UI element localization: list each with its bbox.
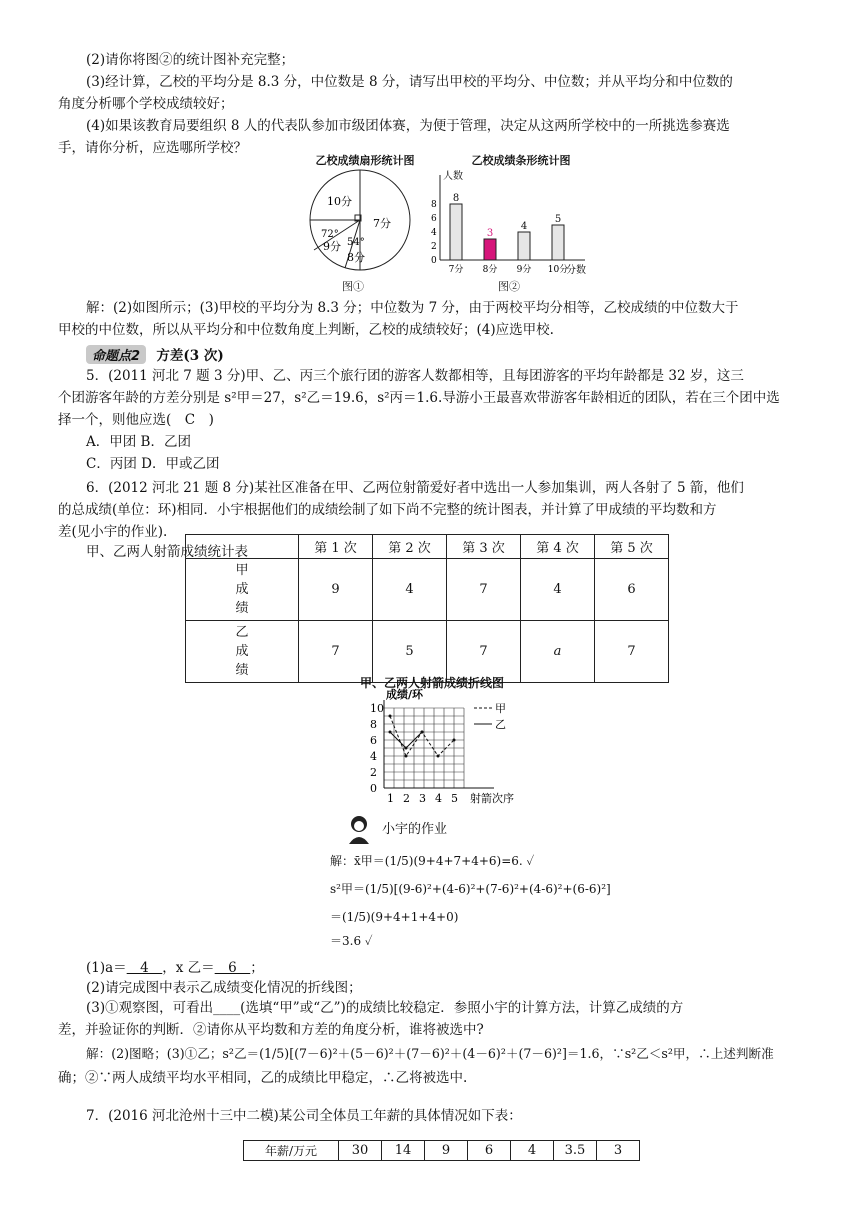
series-jia-point — [405, 755, 408, 758]
table-cell: 4 — [521, 559, 595, 621]
table-cell: 6 — [468, 1141, 511, 1161]
table-cell: 3.5 — [554, 1141, 597, 1161]
section-header — [86, 344, 224, 364]
homework-line-1: 解：x̄甲＝(1/5)(9+4+7+4+6)=6. ✓ — [330, 854, 535, 868]
table-cell: 9 — [299, 559, 373, 621]
table-header-cell: 第 5 次 — [595, 535, 669, 559]
legend-yi: 乙 — [495, 718, 506, 731]
q6-line-2: 的总成绩(单位：环)相同．小宇根据他们的成绩绘制了如下尚不完整的统计图表，并计算了甲成绩的平均数和方 — [58, 502, 717, 518]
q6-part-3a: (3)①观察图，可看出____(选填“甲”或“乙”)的成绩比较稳定．参照小宇的计算方法，计算乙成绩的方 — [86, 1000, 684, 1016]
table-cell: 3 — [597, 1141, 640, 1161]
series-jia-point — [453, 739, 456, 742]
table-header-row — [186, 535, 669, 559]
table-header-cell: 第 2 次 — [373, 535, 447, 559]
line-x-tick: 5 — [451, 792, 458, 805]
line-x-tick: 2 — [403, 792, 410, 805]
bar-value-label: 5 — [554, 214, 562, 225]
bar-category-label: 9分 — [516, 265, 532, 275]
salary-table — [243, 1140, 640, 1161]
bar-x-label: 分数 — [566, 265, 586, 276]
pie-caption: 图① — [342, 280, 364, 293]
score-table — [185, 534, 669, 683]
bar-y-tick: 0 — [431, 256, 437, 266]
table-row — [186, 559, 669, 621]
homework-line-3: ＝(1/5)(9+4+1+4+0) — [330, 910, 459, 924]
table-cell: 5 — [373, 621, 447, 683]
bar-0 — [450, 204, 462, 260]
q6-line-1: 6．(2012 河北 21 题 8 分)某社区准备在甲、乙两位射箭爱好者中选出一人参加集训，两人各射了 5 箭，他们 — [86, 480, 744, 496]
pie-label-7: 7分 — [373, 217, 391, 230]
line-y-label: 成绩/环 — [386, 688, 424, 701]
q5-line-1: 5．(2011 河北 7 题 3 分)甲、乙、丙三个旅行团的游客人数都相等，且每团游客的平均年龄都是 32 岁，这三 — [86, 368, 744, 384]
table-cell: 14 — [382, 1141, 425, 1161]
q5-option-1: A．甲团 B．乙团 — [86, 434, 191, 450]
student-avatar-icon — [346, 814, 372, 844]
line-y-tick: 2 — [370, 766, 377, 779]
table-cell: 7 — [447, 559, 521, 621]
line-x-tick: 3 — [419, 792, 426, 805]
q4-line-2: (3)经计算，乙校的平均分是 8.3 分，中位数是 8 分，请写出甲校的平均分、中位数；并从平均分和中位数的 — [86, 74, 733, 90]
q5-option-2: C．丙团 D．甲或乙团 — [86, 456, 220, 472]
line-chart — [360, 688, 550, 808]
pie-label-8: 8分 — [347, 251, 365, 264]
table-header-cell: 第 1 次 — [299, 535, 373, 559]
series-jia-point — [437, 755, 440, 758]
line-y-tick: 10 — [370, 702, 384, 715]
homework-line-4: ＝3.6 ✓ — [330, 934, 373, 948]
bar-chart — [420, 165, 600, 277]
row-label-jia: 甲 成 绩 — [186, 559, 299, 621]
pie-label-72: 72° — [321, 229, 339, 240]
bar-category-label: 8分 — [482, 265, 498, 275]
line-x-label: 射箭次序 — [470, 792, 514, 805]
line-y-tick: 8 — [370, 718, 377, 731]
bar-y-tick: 4 — [431, 228, 437, 238]
q4-answer-1: 解：(2)如图所示；(3)甲校的平均分为 8.3 分；中位数为 7 分，由于两校平均分相等，乙校成绩的中位数大于 — [86, 300, 739, 316]
bar-3 — [552, 225, 564, 260]
legend-jia: 甲 — [495, 702, 506, 715]
line-chart-title: 甲、乙两人射箭成绩折线图 — [360, 676, 505, 690]
bar-category-label: 10分 — [547, 265, 569, 275]
table-cell: a — [521, 621, 595, 683]
table-header-cell: 第 3 次 — [447, 535, 521, 559]
section-title: 方差(3 次) — [156, 348, 224, 364]
pie-label-54: 54° — [347, 237, 365, 248]
table-cell: 6 — [595, 559, 669, 621]
section-badge: 命题点2 — [86, 345, 146, 364]
bar-title: 乙校成绩条形统计图 — [471, 154, 571, 167]
q6-answer-1: 解：(2)图略；(3)①乙；s²乙＝(1/5)[(7－6)²＋(5－6)²＋(7－6)²＋(4－6)²＋(7－6)²]＝1.6，∵s²乙＜s²甲，∴上述判断准 — [86, 1046, 774, 1061]
table-row — [244, 1141, 640, 1161]
bar-value-label: 3 — [486, 228, 494, 239]
q4-line-1: (2)请你将图②的统计图补充完整； — [86, 52, 295, 68]
q7-line-1: 7．(2016 河北沧州十三中二模)某公司全体员工年薪的具体情况如下表： — [86, 1108, 522, 1124]
q4-line-3: 角度分析哪个学校成绩较好； — [58, 96, 234, 112]
pie-title: 乙校成绩扇形统计图 — [315, 154, 415, 167]
series-yi-point — [405, 747, 408, 750]
q5-line-2: 个团游客年龄的方差分别是 s²甲＝27，s²乙＝19.6，s²丙＝1.6.导游小王最喜欢带游客年龄相近的团队，若在三个团中选 — [58, 390, 780, 406]
table-header-cell — [186, 535, 299, 559]
line-y-tick: 4 — [370, 750, 377, 763]
homework-line-2: s²甲＝(1/5)[(9-6)²+(4-6)²+(7-6)²+(4-6)²+(6-6)²] — [330, 882, 611, 896]
table-cell: 7 — [299, 621, 373, 683]
q5-line-3: 择一个，则他应选( C ) — [58, 412, 214, 428]
homework-title: 小宇的作业 — [382, 822, 448, 837]
table-cell: 30 — [339, 1141, 382, 1161]
q4-answer-2: 甲校的中位数，所以从平均分和中位数角度上判断，乙校的成绩较好；(4)应选甲校. — [58, 322, 554, 338]
line-x-tick: 1 — [387, 792, 394, 805]
table-cell: 4 — [511, 1141, 554, 1161]
bar-y-tick: 2 — [431, 242, 437, 252]
q6-table-title: 甲、乙两人射箭成绩统计表 — [86, 544, 248, 560]
table-cell: 7 — [595, 621, 669, 683]
pie-chart — [305, 165, 415, 275]
series-jia-line — [390, 716, 454, 756]
bar-category-label: 7分 — [448, 265, 464, 275]
series-yi-point — [421, 731, 424, 734]
line-y-tick: 6 — [370, 734, 377, 747]
bar-y-label: 人数 — [443, 171, 463, 182]
pie-label-9: 9分 — [323, 240, 341, 253]
pie-label-10: 10分 — [327, 195, 352, 208]
q6-part-2: (2)请完成图中表示乙成绩变化情况的折线图； — [86, 980, 362, 996]
series-jia-point — [389, 715, 392, 718]
bar-value-label: 4 — [520, 221, 528, 232]
q6-answer-2: 确；②∵两人成绩平均水平相同，乙的成绩比甲稳定，∴乙将被选中. — [58, 1070, 468, 1086]
bar-y-tick: 8 — [431, 200, 437, 210]
table-header-cell: 第 4 次 — [521, 535, 595, 559]
row-label-yi: 乙 成 绩 — [186, 621, 299, 683]
line-x-tick: 4 — [435, 792, 442, 805]
table-cell: 9 — [425, 1141, 468, 1161]
q4-line-5: 手，请你分析，应选哪所学校？ — [58, 140, 247, 156]
bar-value-label: 8 — [452, 193, 460, 204]
q6-part-1: (1)a＝ 4 ，x 乙＝ 6 ； — [86, 960, 264, 976]
table-cell: 7 — [447, 621, 521, 683]
table-cell: 4 — [373, 559, 447, 621]
q6-part-3b: 差，并验证你的判断．②请你从平均数和方差的角度分析，谁将被选中? — [58, 1022, 484, 1038]
bar-1 — [484, 239, 496, 260]
table-cell: 年薪/万元 — [244, 1141, 339, 1161]
bar-2 — [518, 232, 530, 260]
bar-y-tick: 6 — [431, 214, 437, 224]
bar-caption: 图② — [498, 280, 520, 293]
q6-line-3: 差(见小宇的作业). — [58, 524, 168, 540]
q4-line-4: (4)如果该教育局要组织 8 人的代表队参加市级团体赛，为便于管理，决定从这两所学校中的一所挑选参赛选 — [86, 118, 730, 134]
line-y-tick: 0 — [370, 782, 377, 795]
series-yi-point — [389, 731, 392, 734]
